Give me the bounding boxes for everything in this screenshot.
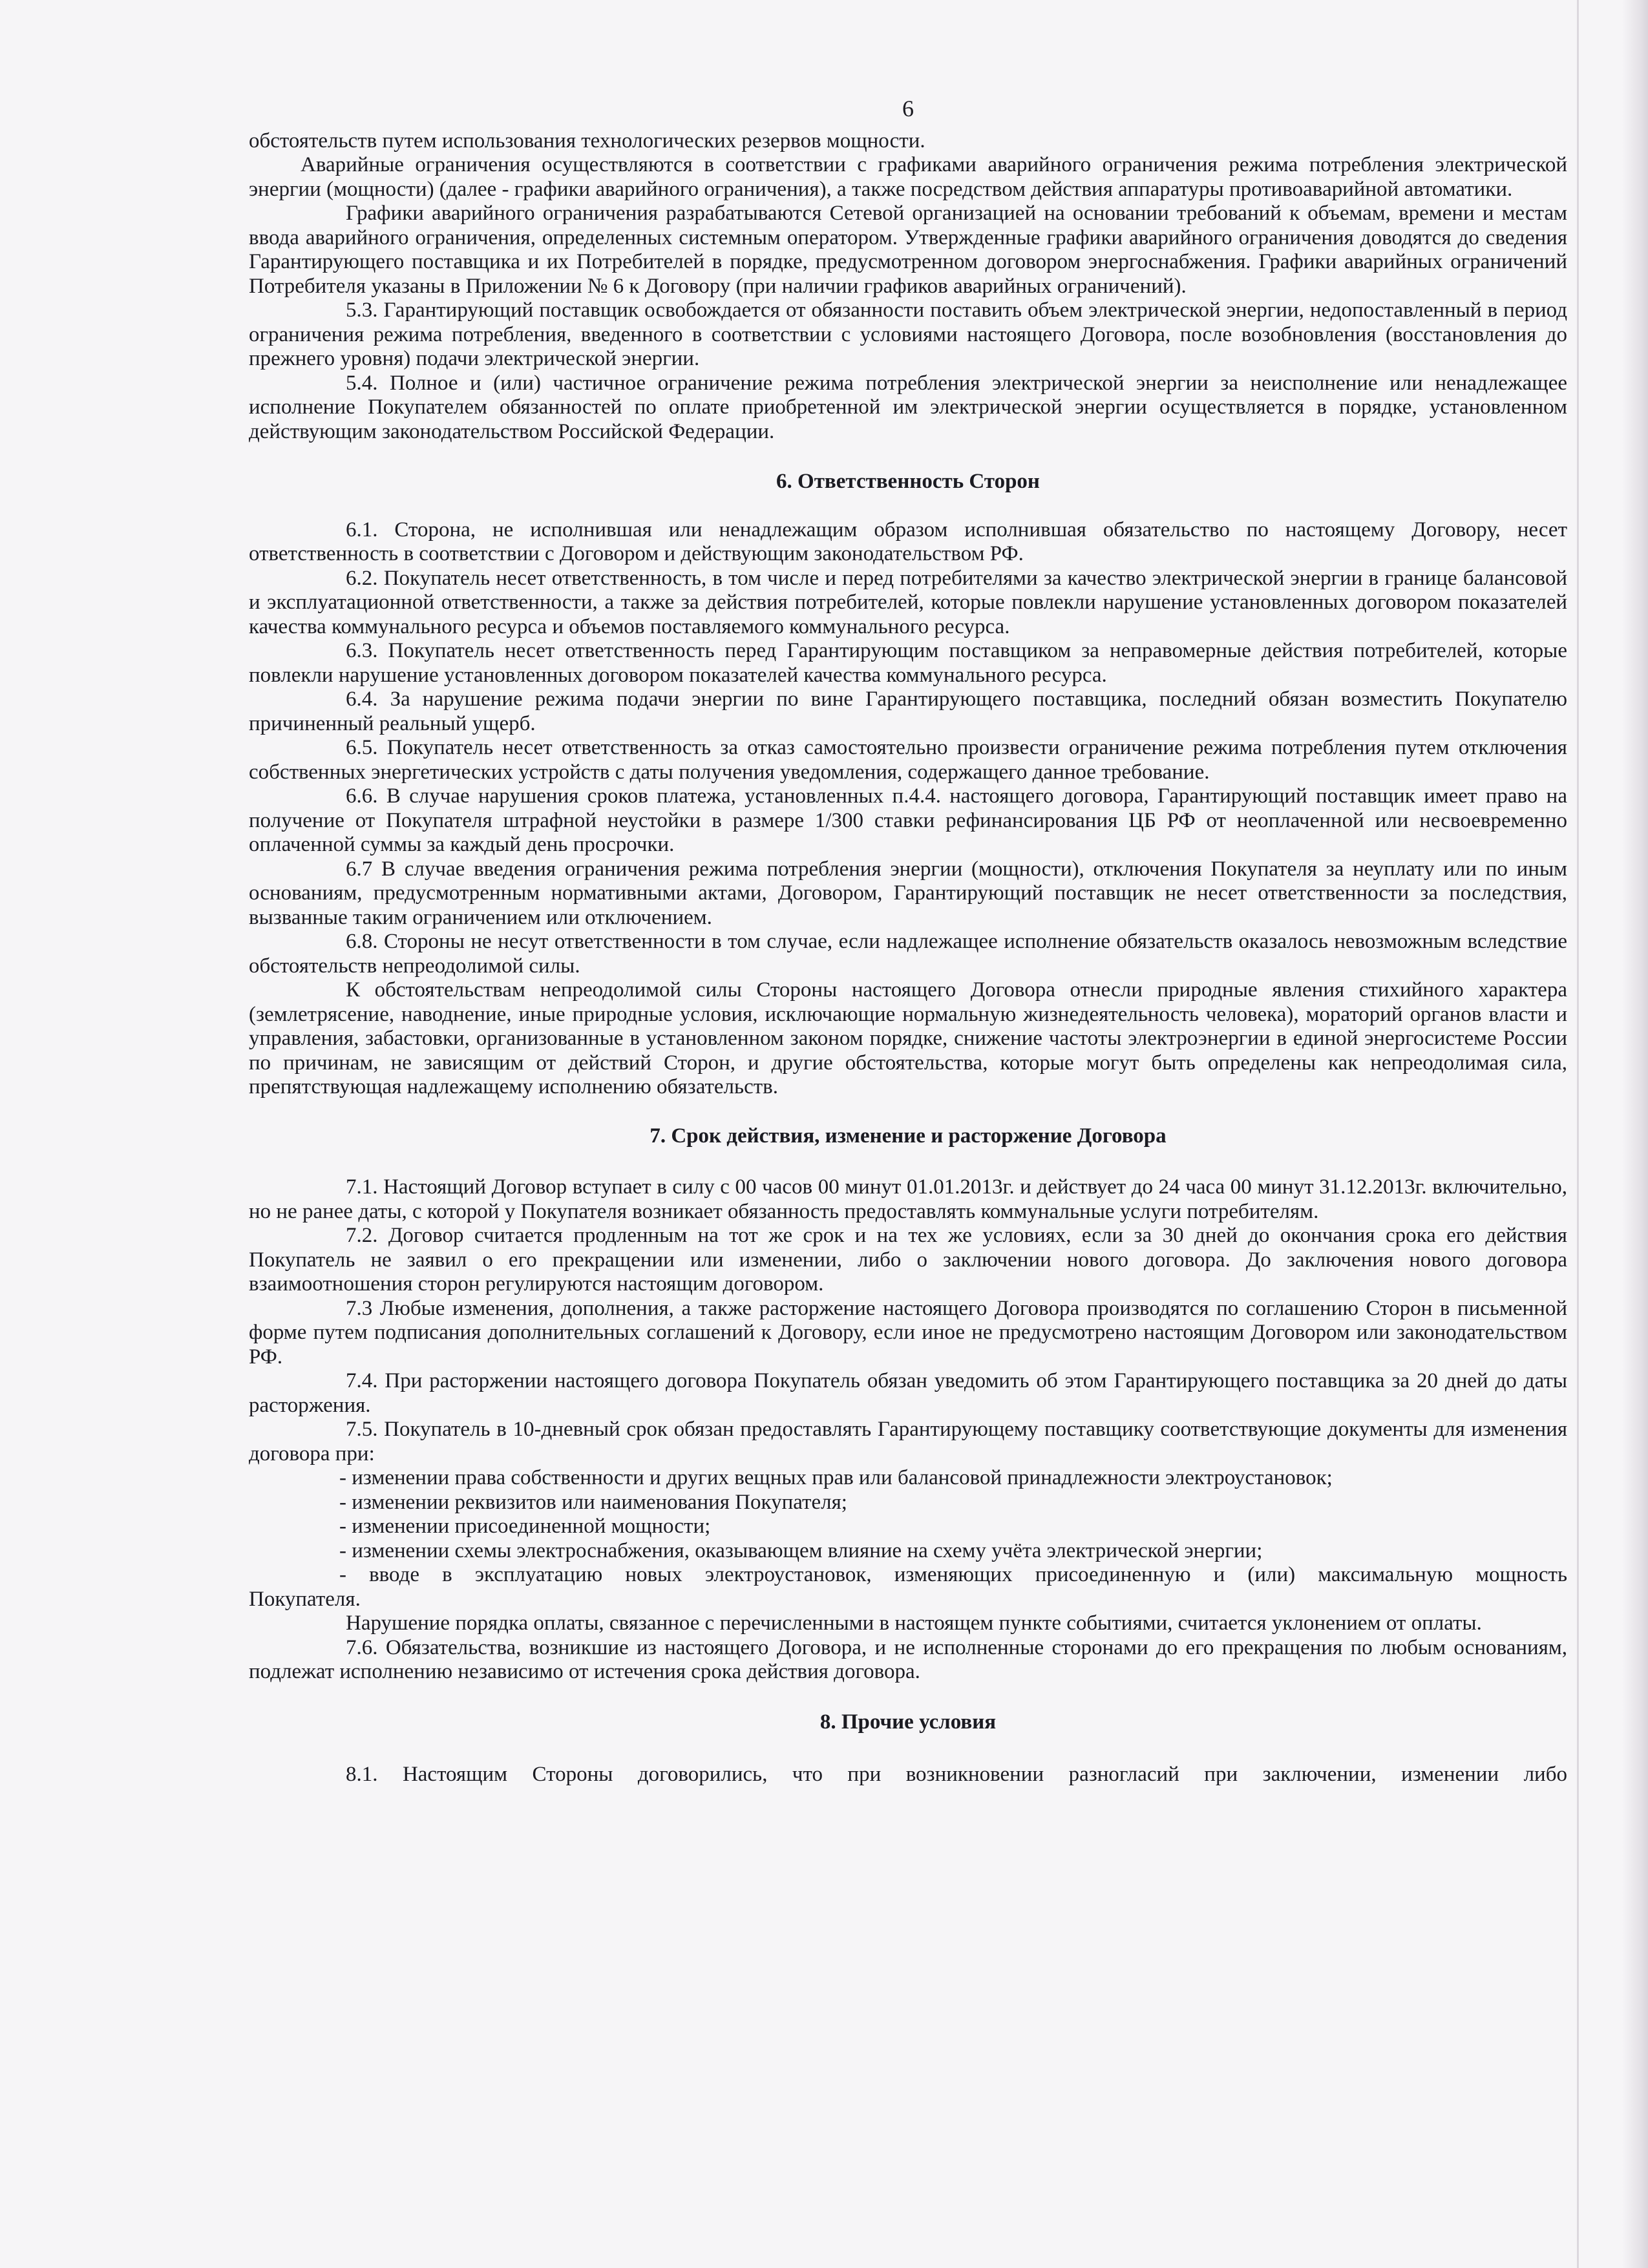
- clause-8-1: 8.1. Настоящим Стороны договорились, что при возникновении разногласий при заключении, изменении либо: [346, 1763, 1567, 1786]
- clause-7-1: 7.1. Настоящий Договор вступает в силу с 00 часов 00 минут 01.01.2013г. и действует до 24 часа 00 минут 31.12.2013г. включительно, но не ранее даты, с которой у Покупателя возникает обязанность предоставлять коммунальные услуги потребителям.: [249, 1175, 1567, 1223]
- clause-6-4: 6.4. За нарушение режима подачи энергии по вине Гарантирующего поставщика, последний обязан возместить Покупателю причиненный реальный ущерб.: [249, 688, 1567, 735]
- list-item: - изменении права собственности и других вещных прав или балансовой принадлежности электроустановок;: [339, 1466, 1333, 1489]
- clause-6-8: 6.8. Стороны не несут ответственности в том случае, если надлежащее исполнение обязательств оказалось невозможным вследствие обстоятельств непреодолимой силы.: [249, 930, 1567, 978]
- section-7: [249, 1175, 1567, 1685]
- paragraph: Графики аварийного ограничения разрабатываются Сетевой организацией на основании требований к объемам, времени и местам ввода аварийного ограничения, определенных системным оператором. Утвержденные графики аварийного ограничения доводятся до сведения Гарантирующего поставщика и их Потребителей в порядке, предусмотренном договором энергоснабжения. Графики аварийных ограничений Потребителя указаны в Приложении № 6 к Договору (при наличии графиков аварийных ограничений).: [249, 202, 1567, 298]
- clause-7-4: 7.4. При расторжении настоящего договора Покупатель обязан уведомить об этом Гарантирующего поставщика за 20 дней до даты расторжения.: [249, 1369, 1567, 1417]
- paragraph: обстоятельств путем использования технологических резервов мощности.: [249, 129, 925, 152]
- section-6-heading: 6. Ответственность Сторон: [776, 470, 1040, 493]
- paragraph: Нарушение порядка оплаты, связанное с перечисленными в настоящем пункте событиями, считается уклонением от оплаты.: [346, 1612, 1482, 1635]
- section-7-heading: 7. Срок действия, изменение и расторжение Договора: [650, 1124, 1167, 1148]
- paragraph: Аварийные ограничения осуществляются в соответствии с графиками аварийного ограничения режима потребления электрической энергии (мощности) (далее - графики аварийного ограничения), а также посредством действия аппаратуры противоаварийной автоматики.: [249, 153, 1567, 201]
- section-8: [249, 1763, 1567, 1787]
- clause-6-3: 6.3. Покупатель несет ответственность перед Гарантирующим поставщиком за неправомерные действия потребителей, которые повлекли нарушение установленных договором показателей качества коммунального ресурса.: [249, 639, 1567, 687]
- scan-edge-shadow: [1622, 0, 1648, 2268]
- scan-fold-line: [1577, 0, 1579, 2268]
- clause-7-3: 7.3 Любые изменения, дополнения, а также расторжение настоящего Договора производятся по соглашению Сторон в письменной форме путем подписания дополнительных соглашений к Договору, если иное не предусмотрено настоящим Договором или законодательством РФ.: [249, 1296, 1567, 1369]
- list-item: - изменении схемы электроснабжения, оказывающем влияние на схему учёта электрической энергии;: [339, 1538, 1263, 1562]
- section-5-continuation: [249, 129, 1567, 445]
- document-page: [249, 97, 1567, 1787]
- list-item: - изменении реквизитов или наименования Покупателя;: [339, 1490, 847, 1514]
- clause-7-6: 7.6. Обязательства, возникшие из настоящего Договора, и не исполненные сторонами до его прекращения по любым основаниям, подлежат исполнению независимо от истечения срока действия договора.: [249, 1635, 1567, 1683]
- clause-5-4: 5.4. Полное и (или) частичное ограничение режима потребления электрической энергии за неисполнение или ненадлежащее исполнение Покупателем обязанностей по оплате приобретенной им электрической энергии осуществляется в порядке, установленном действующим законодательством Российской Федерации.: [249, 371, 1567, 443]
- clause-6-7: 6.7 В случае введения ограничения режима потребления энергии (мощности), отключения Покупателя за неуплату или по иным основаниям, предусмотренным нормативными актами, Договором, Гарантирующий поставщик не несет ответственности за последствия, вызванные таким ограничением или отключением.: [249, 857, 1567, 929]
- clause-7-5: 7.5. Покупатель в 10-дневный срок обязан предоставлять Гарантирующему поставщику соответствующие документы для изменения договора при:: [249, 1418, 1567, 1465]
- list-item: - вводе в эксплуатацию новых электроустановок, изменяющих присоединенную и (или) максимальную мощность: [339, 1563, 1567, 1586]
- section-6: [249, 518, 1567, 1100]
- list-item-continuation: Покупателя.: [249, 1587, 361, 1611]
- section-8-heading: 8. Прочие условия: [819, 1710, 997, 1734]
- clause-7-2: 7.2. Договор считается продленным на тот же срок и на тех же условиях, если за 30 дней до окончания срока его действия Покупатель не заявил о его прекращении или изменении, либо о заключении нового договора. До заключения нового договора взаимоотношения сторон регулируются настоящим договором.: [249, 1224, 1567, 1296]
- clause-6-6: 6.6. В случае нарушения сроков платежа, установленных п.4.4. настоящего договора, Гарантирующий поставщик имеет право на получение от Покупателя штрафной неустойки в размере 1/300 ставки рефинансирования ЦБ РФ от неоплаченной или несвоевременно оплаченной суммы за каждый день просрочки.: [249, 784, 1567, 856]
- clause-6-2: 6.2. Покупатель несет ответственность, в том числе и перед потребителями за качество электрической энергии в границе балансовой и эксплуатационной ответственности, а также за действия потребителей, которые повлекли нарушение установленных договором показателей качества коммунального ресурса и объемов поставляемого коммунального ресурса.: [249, 566, 1567, 638]
- clause-6-1: 6.1. Сторона, не исполнившая или ненадлежащим образом исполнившая обязательство по настоящему Договору, несет ответственность в соответствии с Договором и действующим законодательством РФ.: [249, 518, 1567, 565]
- force-majeure-paragraph: К обстоятельствам непреодолимой силы Стороны настоящего Договора отнесли природные явления стихийного характера (землетрясение, наводнение, иные природные условия, исключающие нормальную жизнедеятельность человека), мораторий органов власти и управления, забастовки, организованные в установленном законом порядке, снижение частоты электроэнергии в единой энергосистеме России по причинам, не зависящим от действий Сторон, и другие обстоятельства, которые могут быть определены как непреодолимая сила, препятствующая надлежащему исполнению обязательств.: [249, 978, 1567, 1098]
- clause-5-3: 5.3. Гарантирующий поставщик освобождается от обязанности поставить объем электрической энергии, недопоставленный в период ограничения режима потребления, введенного в соответствии с условиями настоящего Договора, после возобновления (восстановления до прежнего уровня) подачи электрической энергии.: [249, 299, 1567, 370]
- list-item: - изменении присоединенной мощности;: [339, 1515, 711, 1538]
- clause-6-5: 6.5. Покупатель несет ответственность за отказ самостоятельно произвести ограничение режима потребления путем отключения собственных энергетических устройств с даты получения уведомления, содержащего данное требование.: [249, 736, 1567, 784]
- page-number: 6: [902, 96, 914, 121]
